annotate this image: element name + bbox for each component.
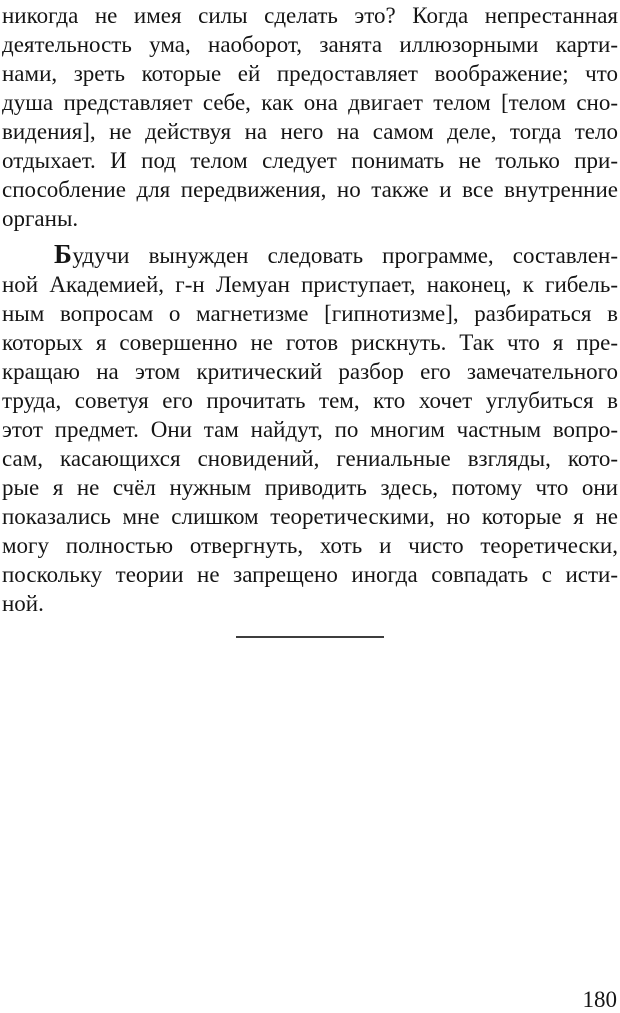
page-number: 180 bbox=[582, 987, 617, 1012]
paragraph-final bbox=[2, 240, 618, 618]
text-line: этот предмет. Они там найдут, по многим частным вопро- bbox=[2, 417, 618, 442]
text-line bbox=[2, 240, 618, 270]
text-line: ным вопросам о магнетизме [гипнотизме], разбираться в bbox=[2, 301, 618, 326]
text-line: труда, советуя его прочитать тем, кто хочет углубиться в bbox=[2, 388, 618, 413]
text-line-rest: удучи вынужден следовать программе, составлен- bbox=[72, 243, 618, 268]
text-line: кращаю на этом критический разбор его замечательного bbox=[2, 359, 618, 384]
text-line: которых я совершенно не готов рискнуть. Так что я пре- bbox=[2, 330, 618, 355]
section-divider-rule bbox=[236, 636, 384, 638]
text-line: способление для передвижения, но также и все внутренние bbox=[2, 177, 618, 202]
text-line: душа представляет себе, как она двигает телом [телом сно- bbox=[2, 90, 618, 115]
paragraph-continuation bbox=[2, 1, 618, 233]
text-line: поскольку теории не запрещено иногда совпадать с исти- bbox=[2, 562, 618, 587]
text-line: могу полностью отвергнуть, хоть и чисто теоретически, bbox=[2, 533, 618, 558]
text-line: видения], не действуя на него на самом деле, тогда тело bbox=[2, 119, 618, 144]
text-line: сам, касающихся сновидений, гениальные взгляды, кото- bbox=[2, 446, 618, 471]
text-line: деятельность ума, наоборот, занята иллюзорными карти- bbox=[2, 32, 618, 57]
ornamental-initial-letter: Б bbox=[54, 239, 73, 269]
text-line: нами, зреть которые ей предоставляет воображение; что bbox=[2, 61, 618, 86]
text-line: ной. bbox=[2, 591, 44, 616]
text-line: отдыхает. И под телом следует понимать не только при- bbox=[2, 148, 618, 173]
text-line: ной Академией, г-н Лемуан приступает, наконец, к гибель- bbox=[2, 272, 618, 297]
text-line: органы. bbox=[2, 206, 79, 231]
text-line: показались мне слишком теоретическими, но которые я не bbox=[2, 504, 618, 529]
text-line: никогда не имея силы сделать это? Когда непрестанная bbox=[2, 3, 618, 28]
text-line: рые я не счёл нужным приводить здесь, потому что они bbox=[2, 475, 618, 500]
